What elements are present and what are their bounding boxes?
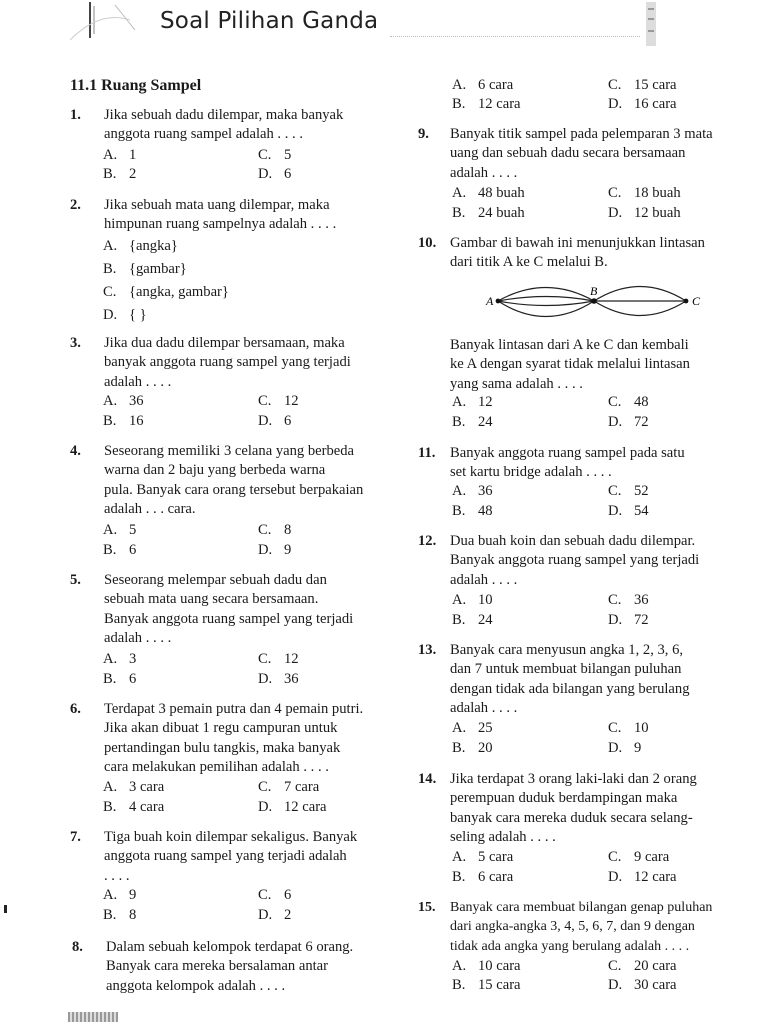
stem-line: tidak ada angka yang berulang adalah . . . . (450, 938, 690, 954)
stem-line: cara melakukan pemilihan adalah . . . . (104, 759, 329, 776)
option-c[interactable]: C. 48 (608, 394, 649, 410)
section-title: 11.1 Ruang Sampel (70, 77, 202, 94)
option-b[interactable]: B. 6 (103, 542, 137, 558)
stem-line: Terdapat 3 pemain putra dan 4 pemain putri. (104, 701, 364, 717)
stem-line: Banyak lintasan dari A ke C dan kembali (450, 337, 689, 353)
header-rule (390, 36, 640, 39)
stem-line: uang dan sebuah dadu secara bersamaan (450, 145, 686, 162)
option-d[interactable]: D. 16 cara (608, 96, 677, 112)
path-bc-lower (594, 301, 686, 316)
option-c[interactable]: C. 15 cara (608, 77, 677, 93)
question-number: 10. (418, 235, 437, 251)
label-c: C (692, 294, 701, 308)
option-a[interactable]: A. 5 (103, 522, 137, 538)
stem-line: banyak anggota ruang sampel yang terjadi (104, 354, 351, 371)
question-stem (450, 336, 690, 394)
option-b[interactable]: B. {gambar} (103, 261, 187, 277)
stem-line: Banyak anggota ruang sampel yang terjadi (104, 610, 354, 627)
option-d[interactable]: D. 6 (258, 413, 292, 429)
stem-line: pertandingan bulu tangkis, maka banyak (104, 739, 341, 756)
stem-line: Gambar di bawah ini menunjukkan lintasan (450, 235, 705, 251)
point-c-dot (684, 299, 689, 304)
question-number: 12. (418, 533, 437, 549)
stem-line: Jika sebuah dadu dilempar, maka banyak (104, 107, 344, 123)
option-c[interactable]: C. 5 (258, 147, 292, 163)
stem-line: dari angka-angka 3, 4, 5, 6, 7, dan 9 dengan (450, 919, 695, 935)
stem-line: yang sama adalah . . . . (450, 375, 583, 392)
option-a[interactable]: A. 5 cara (452, 849, 514, 865)
option-b[interactable]: B. 48 (452, 503, 493, 519)
option-d[interactable]: D. 9 (258, 542, 292, 558)
option-a[interactable]: A. 12 (452, 394, 493, 410)
question-stem (104, 442, 363, 520)
stem-line: anggota kelompok adalah . . . . (106, 977, 286, 994)
option-b[interactable]: B. 6 cara (452, 869, 514, 885)
option-a[interactable]: A. 36 (452, 483, 493, 499)
scan-speck (4, 905, 7, 913)
option-d[interactable]: D. 12 cara (258, 799, 327, 815)
option-a[interactable]: A. 9 (103, 887, 137, 903)
stem-line: Seseorang melempar sebuah dadu dan (104, 572, 327, 588)
path-diagram (480, 280, 710, 330)
option-a[interactable]: A. 3 cara (103, 779, 165, 795)
question-number: 11. (418, 445, 436, 461)
stem-line: pula. Banyak cara orang tersebut berpakaian (104, 481, 364, 498)
stem-line: Jika akan dibuat 1 regu campuran untuk (104, 720, 338, 737)
stem-line: ke A dengan syarat tidak melalui lintasan (450, 356, 690, 373)
stem-line: seling adalah . . . . (450, 829, 556, 846)
question-stem (450, 125, 713, 183)
stem-line: anggota ruang sampel adalah . . . . (104, 126, 303, 143)
option-c[interactable]: C. 36 (608, 592, 649, 608)
question-stem (104, 106, 343, 145)
option-d[interactable]: D. 72 (608, 612, 649, 628)
stem-line: adalah . . . . (450, 164, 518, 181)
stem-line: warna dan 2 baju yang berbeda warna (104, 462, 326, 479)
option-b[interactable]: B. 12 cara (452, 96, 521, 112)
question-number: 5. (70, 572, 81, 588)
option-b[interactable]: B. 24 (452, 612, 493, 628)
question-stem (104, 700, 363, 778)
question-number: 1. (70, 107, 81, 123)
option-d[interactable]: D. 12 cara (608, 869, 677, 885)
option-a[interactable]: A. 48 buah (452, 185, 525, 201)
question-stem (450, 770, 697, 848)
stem-line: Tiga buah koin dilempar sekaligus. Banyak (104, 829, 358, 845)
question-stem (450, 444, 685, 483)
option-d[interactable]: D. 12 buah (608, 205, 681, 221)
question-stem (450, 532, 699, 590)
path-ab-lower (498, 301, 594, 306)
question-stem (104, 334, 351, 392)
option-d[interactable]: D. 30 cara (608, 977, 677, 993)
option-b[interactable]: B. 24 (452, 414, 493, 430)
option-a[interactable]: A. 10 cara (452, 958, 521, 974)
option-a[interactable]: A. 10 (452, 592, 493, 608)
stem-line: dengan tidak ada bilangan yang berulang (450, 680, 690, 697)
question-number: 7. (70, 829, 81, 845)
label-a: A (486, 294, 494, 308)
option-c[interactable]: C. 8 (258, 522, 292, 538)
option-a[interactable]: A. 1 (103, 147, 137, 163)
option-b[interactable]: B. 6 (103, 671, 137, 687)
question-stem (104, 196, 336, 235)
question-number: 4. (70, 443, 81, 459)
header-scan-mark (640, 0, 670, 55)
stem-line: adalah . . . . (450, 571, 518, 588)
question-number: 2. (70, 197, 81, 213)
stem-line: Dua buah koin dan sebuah dadu dilempar. (450, 533, 696, 549)
option-c[interactable]: C. 52 (608, 483, 649, 499)
stem-line: Banyak titik sampel pada pelemparan 3 mata (450, 126, 713, 142)
stem-line: Jika sebuah mata uang dilempar, maka (104, 197, 330, 213)
option-b[interactable]: B. 24 buah (452, 205, 525, 221)
stem-line: banyak cara mereka duduk secara selang- (450, 809, 693, 826)
stem-line: anggota ruang sampel yang terjadi adalah (104, 848, 347, 865)
page-title: Soal Pilihan Ganda (160, 8, 379, 34)
question-number: 8. (72, 939, 83, 955)
stem-line: Jika terdapat 3 orang laki-laki dan 2 orang (450, 771, 697, 787)
stem-line: Jika dua dadu dilempar bersamaan, maka (104, 335, 345, 351)
option-d[interactable]: D. 6 (258, 166, 292, 182)
path-ab-mid (498, 297, 594, 302)
option-d[interactable]: D. 2 (258, 907, 292, 923)
stem-line: sebuah mata uang secara bersamaan. (104, 591, 319, 608)
question-number: 9. (418, 126, 429, 142)
stem-line: set kartu bridge adalah . . . . (450, 464, 612, 481)
option-b[interactable]: B. 15 cara (452, 977, 521, 993)
stem-line: adalah . . . . (104, 373, 172, 390)
stem-line: adalah . . . . (450, 700, 518, 717)
option-c[interactable]: C. 6 (258, 887, 292, 903)
option-d[interactable]: D. 54 (608, 503, 649, 519)
stem-line: adalah . . . cara. (104, 501, 196, 518)
label-b: B (590, 284, 598, 298)
option-c[interactable]: C. 18 buah (608, 185, 681, 201)
option-c[interactable]: C. 7 cara (258, 779, 320, 795)
stem-line: adalah . . . . (104, 630, 172, 647)
point-a-dot (496, 299, 501, 304)
option-b[interactable]: B. 20 (452, 740, 493, 756)
path-bc-upper (594, 287, 686, 302)
question-stem (104, 571, 353, 649)
option-a[interactable]: A. 25 (452, 720, 493, 736)
option-c[interactable]: C. {angka, gambar} (103, 284, 229, 300)
stem-line: dari titik A ke C melalui B. (450, 254, 608, 271)
option-d[interactable]: D. 9 (608, 740, 642, 756)
question-number: 13. (418, 642, 437, 658)
option-c[interactable]: C. 20 cara (608, 958, 677, 974)
option-a[interactable]: A. {angka} (103, 238, 178, 254)
stem-line: Seseorang memiliki 3 celana yang berbeda (104, 443, 355, 459)
stem-line: Banyak cara membuat bilangan genap puluhan (450, 900, 713, 915)
header-decoration (60, 0, 150, 55)
point-b-dot (591, 298, 597, 304)
question-number: 6. (70, 701, 81, 717)
stem-line: Banyak cara mereka bersalaman antar (106, 958, 329, 975)
stem-line: Banyak anggota ruang sampel yang terjadi (450, 552, 700, 569)
option-c[interactable]: C. 10 (608, 720, 649, 736)
option-d[interactable]: D. { } (103, 307, 147, 323)
stem-line: Dalam sebuah kelompok terdapat 6 orang. (106, 939, 354, 955)
option-a[interactable]: A. 3 (103, 651, 137, 667)
option-b[interactable]: B. 2 (103, 166, 137, 182)
footer-scan-bar (68, 1012, 118, 1022)
option-b[interactable]: B. 4 cara (103, 799, 165, 815)
question-number: 15. (418, 900, 436, 915)
stem-line: . . . . (104, 867, 130, 884)
option-b[interactable]: B. 8 (103, 907, 137, 923)
question-number: 14. (418, 771, 437, 787)
question-stem (450, 641, 690, 719)
question-number: 3. (70, 335, 81, 351)
stem-line: Banyak cara menyusun angka 1, 2, 3, 6, (450, 642, 684, 658)
stem-line: dan 7 untuk membuat bilangan puluhan (450, 661, 682, 678)
option-c[interactable]: C. 12 (258, 651, 299, 667)
option-a[interactable]: A. 6 cara (452, 77, 514, 93)
stem-line: perempuan duduk berdampingan maka (450, 790, 678, 807)
option-a[interactable]: A. 36 (103, 393, 144, 409)
option-d[interactable]: D. 72 (608, 414, 649, 430)
question-stem (106, 938, 353, 996)
stem-line: himpunan ruang sampelnya adalah . . . . (104, 216, 337, 233)
option-b[interactable]: B. 16 (103, 413, 144, 429)
option-d[interactable]: D. 36 (258, 671, 299, 687)
option-c[interactable]: C. 12 (258, 393, 299, 409)
question-stem (450, 898, 712, 956)
question-stem (104, 828, 357, 886)
option-c[interactable]: C. 9 cara (608, 849, 670, 865)
question-stem (450, 234, 705, 273)
stem-line: Banyak anggota ruang sampel pada satu (450, 445, 685, 461)
